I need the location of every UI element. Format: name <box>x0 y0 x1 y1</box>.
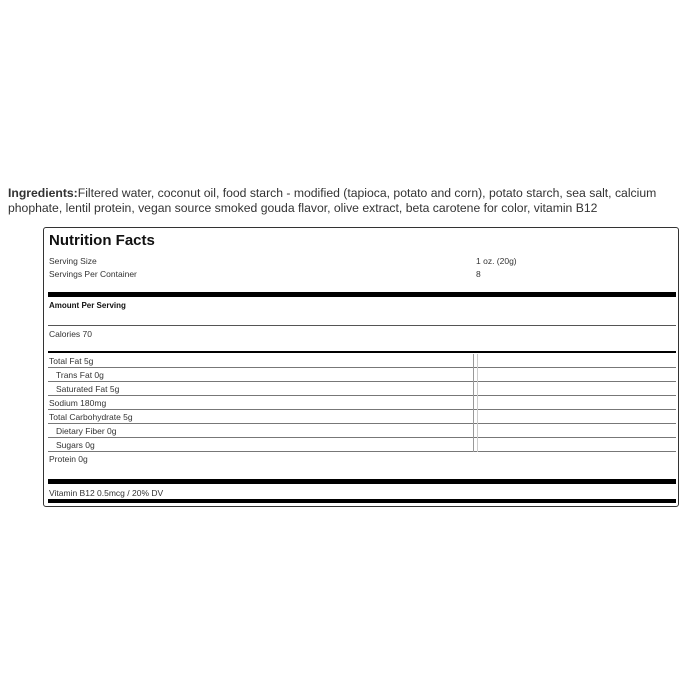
calories-label: Calories 70 <box>49 329 92 339</box>
vitamin-b12-label: Vitamin B12 0.5mcg / 20% DV <box>49 488 164 498</box>
nutrition-facts-title: Nutrition Facts <box>49 232 155 249</box>
nutrition-facts-panel <box>43 227 679 507</box>
divider-amount <box>48 325 676 326</box>
column-divider <box>477 396 478 410</box>
divider-calories <box>48 351 676 353</box>
ingredients-label: Ingredients: <box>8 186 78 200</box>
ingredients-list: Filtered water, coconut oil, food starch - modified (tapioca, potato and corn), potato starch, sea salt, calcium phophate, lentil protein, vegan source smoked gouda flavor, olive extract, beta carotene for color, vitamin B12 <box>8 186 657 215</box>
nutrient-row-trans-fat <box>48 368 676 382</box>
nutrient-row-total-carbohydrate <box>48 410 676 424</box>
nutrient-label: Trans Fat 0g <box>56 370 104 380</box>
column-divider <box>477 368 478 382</box>
nutrient-row-protein <box>48 452 676 466</box>
nutrient-label: Saturated Fat 5g <box>56 384 120 394</box>
thick-divider-bottom <box>48 499 676 503</box>
serving-size-value: 1 oz. (20g) <box>476 256 517 266</box>
nutrient-label: Protein 0g <box>49 454 88 464</box>
column-divider <box>473 438 474 452</box>
nutrient-row-saturated-fat <box>48 382 676 396</box>
nutrient-row-sugars <box>48 438 676 452</box>
ingredients-text <box>8 186 698 216</box>
nutrient-label: Sugars 0g <box>56 440 95 450</box>
column-divider <box>477 354 478 368</box>
column-divider <box>473 396 474 410</box>
column-divider <box>477 410 478 424</box>
column-divider <box>473 382 474 396</box>
nutrient-label: Sodium 180mg <box>49 398 107 408</box>
thick-divider-top <box>48 292 676 297</box>
column-divider <box>477 438 478 452</box>
servings-per-container-value: 8 <box>476 269 481 279</box>
column-divider <box>473 410 474 424</box>
amount-per-serving-label: Amount Per Serving <box>49 301 126 310</box>
nutrient-row-total-fat <box>48 354 676 368</box>
thick-divider-vitamins <box>48 479 676 484</box>
nutrient-row-sodium <box>48 396 676 410</box>
nutrient-label: Dietary Fiber 0g <box>56 426 117 436</box>
serving-size-label: Serving Size <box>49 256 97 266</box>
nutrient-row-dietary-fiber <box>48 424 676 438</box>
servings-per-container-label: Servings Per Container <box>49 269 137 279</box>
column-divider <box>477 382 478 396</box>
nutrient-label: Total Carbohydrate 5g <box>49 412 133 422</box>
column-divider <box>473 354 474 368</box>
column-divider <box>473 424 474 438</box>
nutrient-label: Total Fat 5g <box>49 356 94 366</box>
column-divider <box>473 368 474 382</box>
column-divider <box>477 424 478 438</box>
